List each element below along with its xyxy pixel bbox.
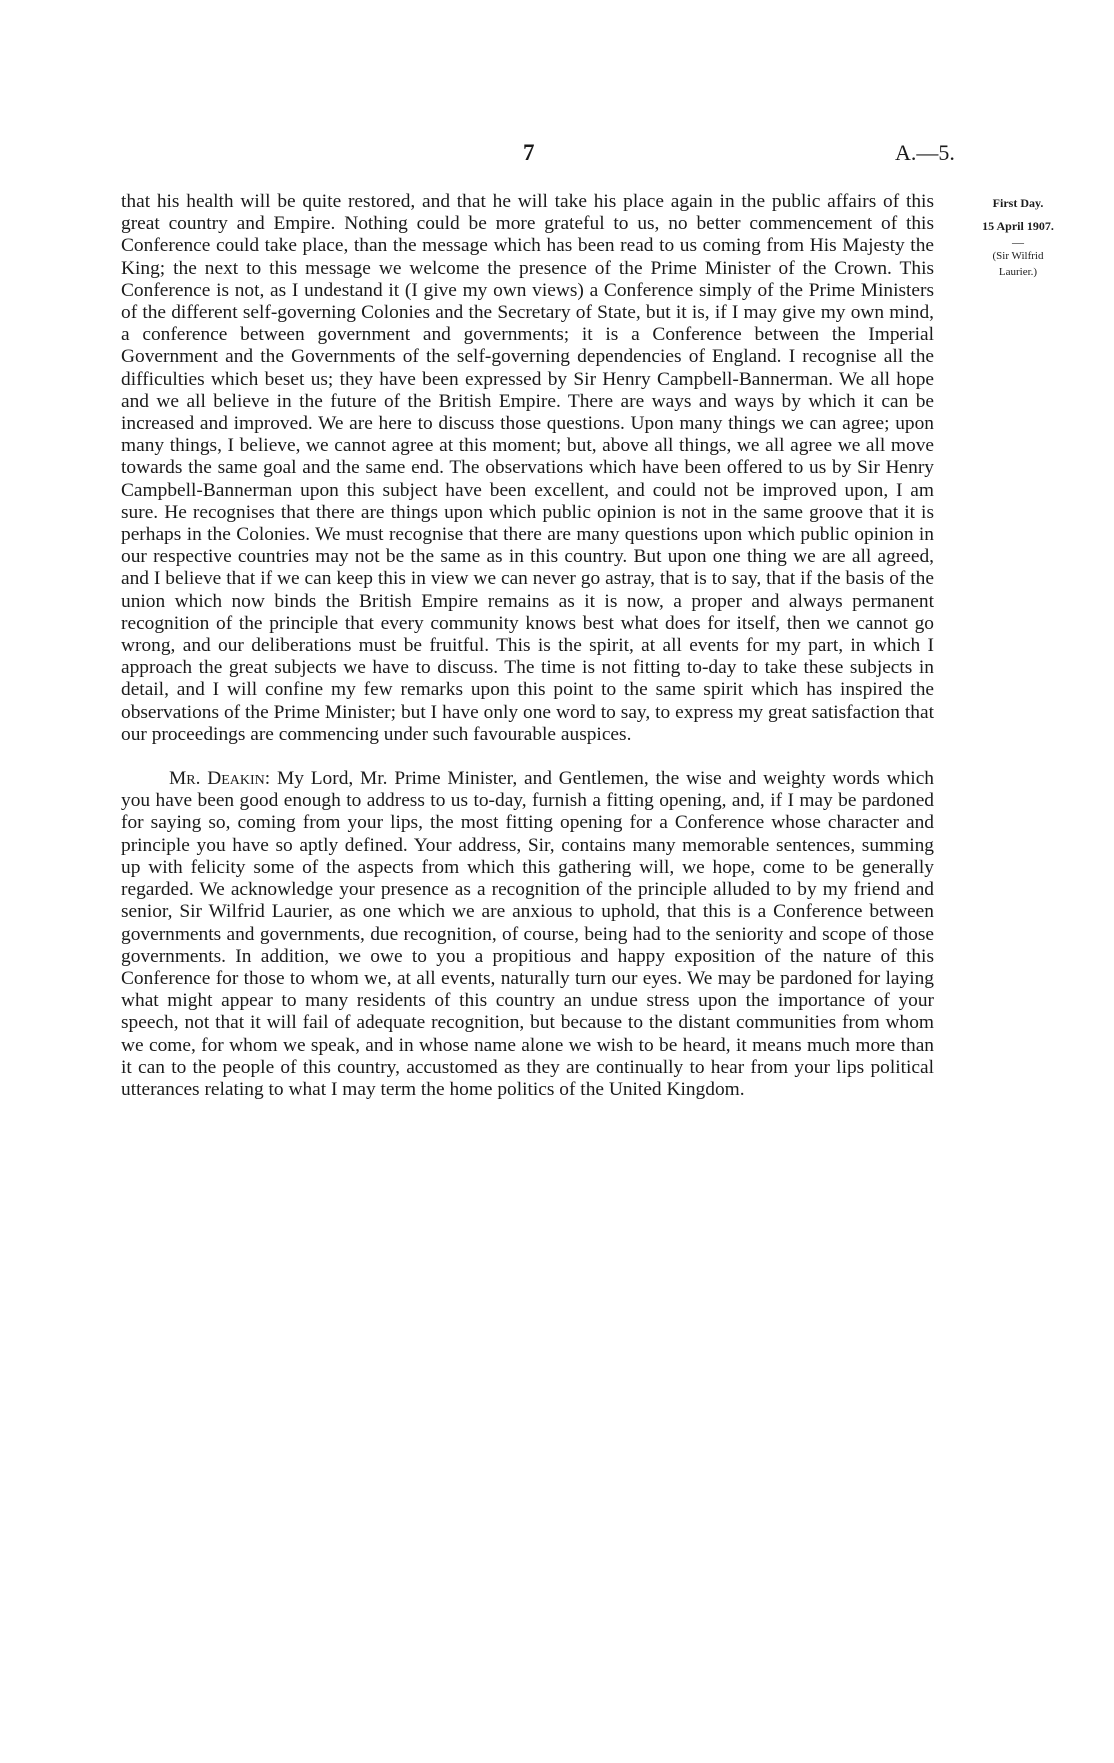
document-reference: A.—5. <box>895 140 955 165</box>
paragraph-deakin-text: : My Lord, Mr. Prime Minister, and Gentlemen, the wise and weighty words which you have been good enough to address to us to-day, furnish a fitting opening, and, if I may be pardoned for saying so, coming from your lips, the most fitting opening for a Conference whose character and principle you have so aptly defined. Your address, Sir, contains many memorable sentences, summing up with felicity some of the aspects from which this gathering will, we hope, come to be generally regarded. We acknowledge your presence as a recognition of the principle alluded to by my friend and senior, Sir Wilfrid Laurier, as one which we are anxious to uphold, that this is a Conference between governments and governments, due recognition, of course, being had to the seniority and scope of those governments. In addition, we owe to you a propitious and happy exposition of the nature of this Conference for those to whom we, at all events, naturally turn our eyes. We may be pardoned for laying what might appear to many residents of this country an undue stress upon the importance of your speech, not that it will fail of adequate recognition, but because to the distant communities from whom we come, for whom we speak, and in whose name alone we wish to be heard, it means much more than it can to the people of this country, accustomed as they are continually to hear from your lips political utterances relating to what I may term the home politics of the United Kingdom. <box>121 768 934 1100</box>
speaker-name: Mr. Deakin <box>169 768 265 790</box>
body-text <box>121 191 934 1101</box>
margin-date: 15 April 1907. <box>982 219 1054 233</box>
page-number: 7 <box>523 140 535 165</box>
margin-notes <box>954 192 1082 280</box>
paragraph-laurier: that his health will be quite restored, and that he will take his place again in the public affairs of this great country and Empire. Nothing could be more grateful to us, no better commencement of this Conference could take place, than the message which has been read to us coming from His Majesty the King; the next to this message we welcome the presence of the Prime Minister of the Crown. This Conference is not, as I undestand it (I give my own views) a Conference simply of the Prime Ministers of the different self-governing Colonies and the Secretary of State, but it is, if I may give my own mind, a conference between government and governments; it is a Conference between the Imperial Government and the Governments of the self-governing dependencies of England. I recognise all the difficulties which beset us; they have been expressed by Sir Henry Campbell-Bannerman. We all hope and we all believe in the future of the British Empire. There are ways and ways by which it can be increased and improved. We are here to discuss those questions. Upon many things we can agree; upon many things, I believe, we cannot agree at this moment; but, above all things, we all agree we all move towards the same goal and the same end. The observations which have been offered to us by Sir Henry Campbell-Bannerman upon this subject have been excellent, and could not be improved upon, I am sure. He recognises that there are things upon which public opinion is not in the same groove that it is perhaps in the Colonies. We must recognise that there are many questions upon which public opinion in our respective countries may not be the same as in this country. But upon one thing we are all agreed, and I believe that if we can keep this in view we can never go astray, that is to say, that if the basis of the union which now binds the British Empire remains as it is now, a proper and always permanent recognition of the principle that every community knows best what does for itself, then we cannot go wrong, and our deliberations must be fruitful. This is the spirit, at all events for my part, in which I approach the great subjects we have to discuss. The time is not fitting to-day to take these subjects in detail, and I will confine my few remarks upon this point to the same spirit which has inspired the observations of the Prime Minister; but I have only one word to say, to express my great satisfaction that our proceedings are commencing under such favourable auspices. <box>121 191 934 745</box>
margin-speaker-close: Laurier.) <box>998 266 1038 278</box>
margin-speaker-open: (Sir Wilfrid <box>992 250 1044 262</box>
margin-separator: — <box>1012 235 1024 249</box>
paragraph-deakin <box>121 768 934 1101</box>
margin-day: First Day. <box>992 196 1044 210</box>
